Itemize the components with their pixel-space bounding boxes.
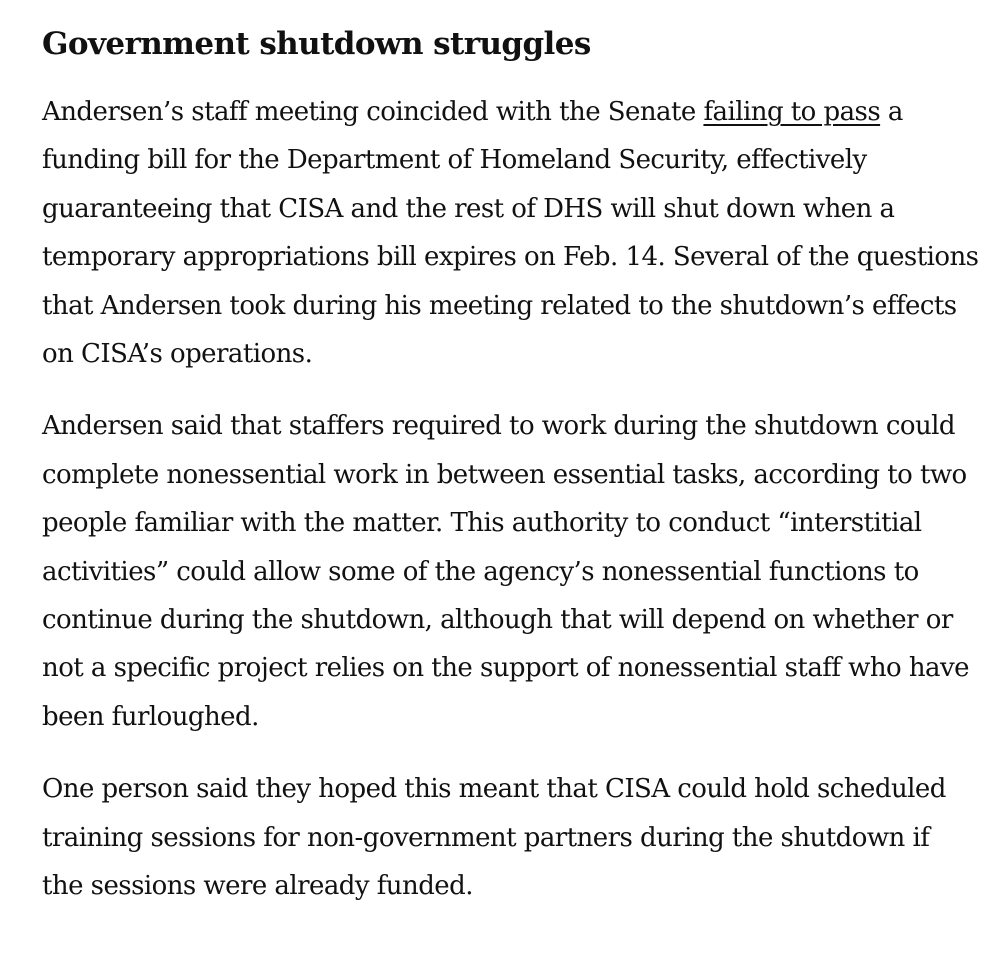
paragraph-line: One person said they hoped this meant that CISA could hold scheduled	[42, 774, 946, 805]
paragraph-line: Andersen said that staffers required to work during the shutdown could	[42, 411, 956, 442]
paragraph-line: people familiar with the matter. This authority to conduct “interstitial	[42, 508, 922, 539]
line-text-before-link: Andersen’s staff meeting coincided with the Senate	[42, 97, 704, 127]
failing-to-pass-link[interactable]: failing to pass	[703, 97, 881, 127]
paragraph-line: not a specific project relies on the support of nonessential staff who have	[42, 653, 969, 684]
article-paragraph-3	[42, 765, 972, 910]
article-body	[42, 22, 979, 935]
paragraph-line: funding bill for the Department of Homeland Security, effectively	[42, 145, 867, 176]
line-text-after-link: a	[880, 97, 903, 127]
paragraph-line: activities” could allow some of the agency’s nonessential functions to	[42, 556, 919, 587]
paragraph-line	[42, 88, 972, 136]
paragraph-line: guaranteeing that CISA and the rest of DHS will shut down when a	[42, 193, 895, 224]
article-paragraph-2	[42, 402, 972, 741]
paragraph-line: on CISA’s operations.	[42, 339, 313, 370]
paragraph-line: continue during the shutdown, although that will depend on whether or	[42, 605, 953, 636]
paragraph-line: that Andersen took during his meeting related to the shutdown’s effects	[42, 290, 957, 321]
paragraph-line: temporary appropriations bill expires on Feb. 14. Several of the questions	[42, 242, 979, 273]
paragraph-line: complete nonessential work in between essential tasks, according to two	[42, 459, 967, 490]
section-heading: Government shutdown struggles	[42, 26, 591, 62]
paragraph-line: training sessions for non-government partners during the shutdown if	[42, 822, 930, 853]
article-paragraph-1	[42, 88, 979, 378]
paragraph-line: the sessions were already funded.	[42, 871, 473, 902]
paragraph-line: been furloughed.	[42, 701, 259, 732]
